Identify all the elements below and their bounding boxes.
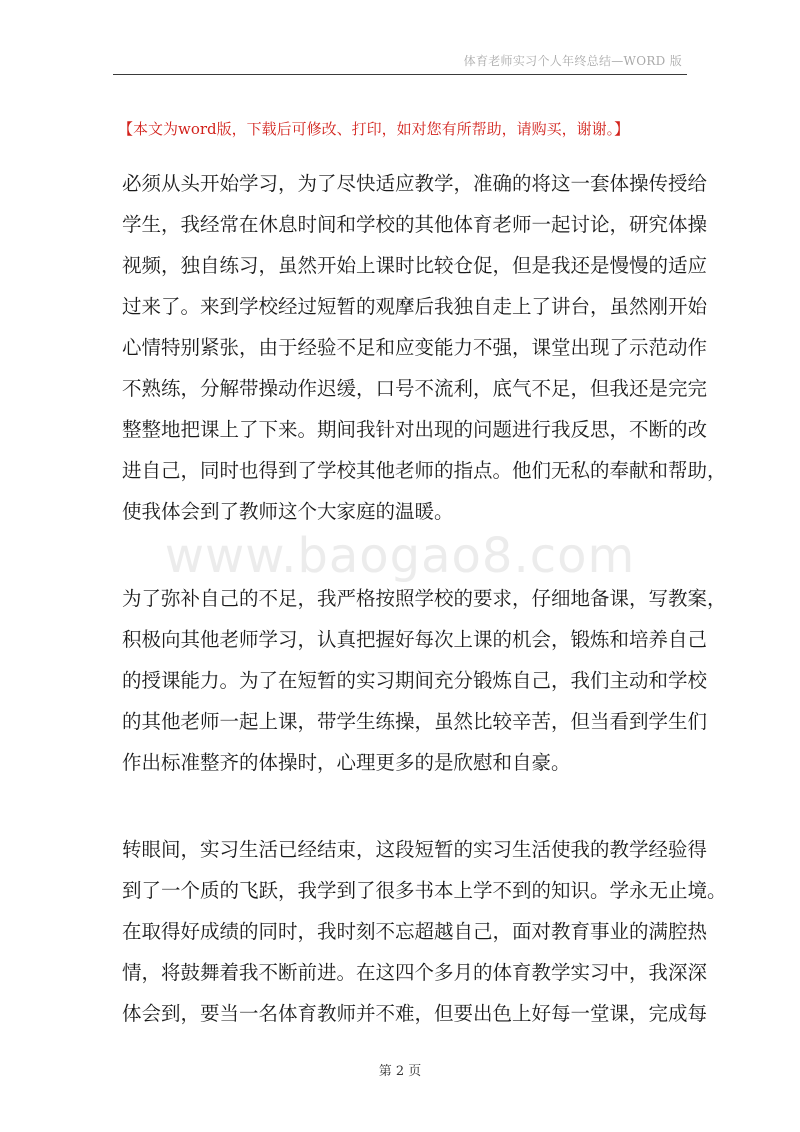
paragraph-1-line-6: 不熟练，分解带操动作迟缓，口号不流利，底气不足，但我还是完完 — [122, 377, 708, 400]
paragraph-1-line-5: 心情特别紧张，由于经验不足和应变能力不强，课堂出现了示范动作 — [122, 336, 708, 359]
paragraph-1-line-1: 必须从头开始学习，为了尽快适应教学，准确的将这一套体操传授给 — [122, 172, 708, 195]
watermark-text: www.baogao8.com — [164, 528, 636, 584]
paragraph-1-line-4: 过来了。来到学校经过短暂的观摩后我独自走上了讲台，虽然刚开始 — [122, 295, 708, 318]
paragraph-3-line-5: 体会到，要当一名体育教师并不难，但要出色上好每一堂课，完成每 — [122, 1002, 708, 1025]
paragraph-2-line-1: 为了弥补自己的不足，我严格按照学校的要求，仔细地备课，写教案， — [122, 587, 727, 610]
paragraph-1-line-9: 使我体会到了教师这个大家庭的温暖。 — [122, 500, 454, 523]
paragraph-2-line-2: 积极向其他老师学习，认真把握好每次上课的机会，锻炼和培养自己 — [122, 628, 708, 651]
paragraph-2-line-5: 作出标准整齐的体操时，心理更多的是欣慰和自豪。 — [122, 751, 571, 774]
paragraph-1-line-8: 进自己，同时也得到了学校其他老师的指点。他们无私的奉献和帮助， — [122, 459, 727, 482]
paragraph-2-line-3: 的授课能力。为了在短暂的实习期间充分锻炼自己，我们主动和学校 — [122, 669, 708, 692]
paragraph-1-line-2: 学生，我经常在休息时间和学校的其他体育老师一起讨论，研究体操 — [122, 213, 708, 236]
paragraph-3-line-4: 情，将鼓舞着我不断前进。在这四个多月的体育教学实习中，我深深 — [122, 961, 708, 984]
paragraph-3-line-1: 转眼间，实习生活已经结束，这段短暂的实习生活使我的教学经验得 — [122, 838, 708, 861]
paragraph-1-line-3: 视频，独自练习，虽然开始上课时比较仓促，但是我还是慢慢的适应 — [122, 254, 708, 277]
page-header-title: 体育老师实习个人年终总结—WORD 版 — [463, 54, 682, 68]
purchase-notice: 【本文为word版，下载后可修改、打印，如对您有所帮助，请购买，谢谢。】 — [118, 120, 630, 138]
paragraph-2-line-4: 的其他老师一起上课，带学生练操，虽然比较辛苦，但当看到学生们 — [122, 710, 708, 733]
paragraph-3-line-3: 在取得好成绩的同时，我时刻不忘超越自己，面对教育事业的满腔热 — [122, 920, 708, 943]
paragraph-1-line-7: 整整地把课上了下来。期间我针对出现的问题进行我反思，不断的改 — [122, 418, 708, 441]
paragraph-3-line-2: 到了一个质的飞跃，我学到了很多书本上学不到的知识。学永无止境。 — [122, 879, 727, 902]
page-number: 第 2 页 — [378, 1064, 422, 1079]
header-divider — [113, 74, 687, 75]
